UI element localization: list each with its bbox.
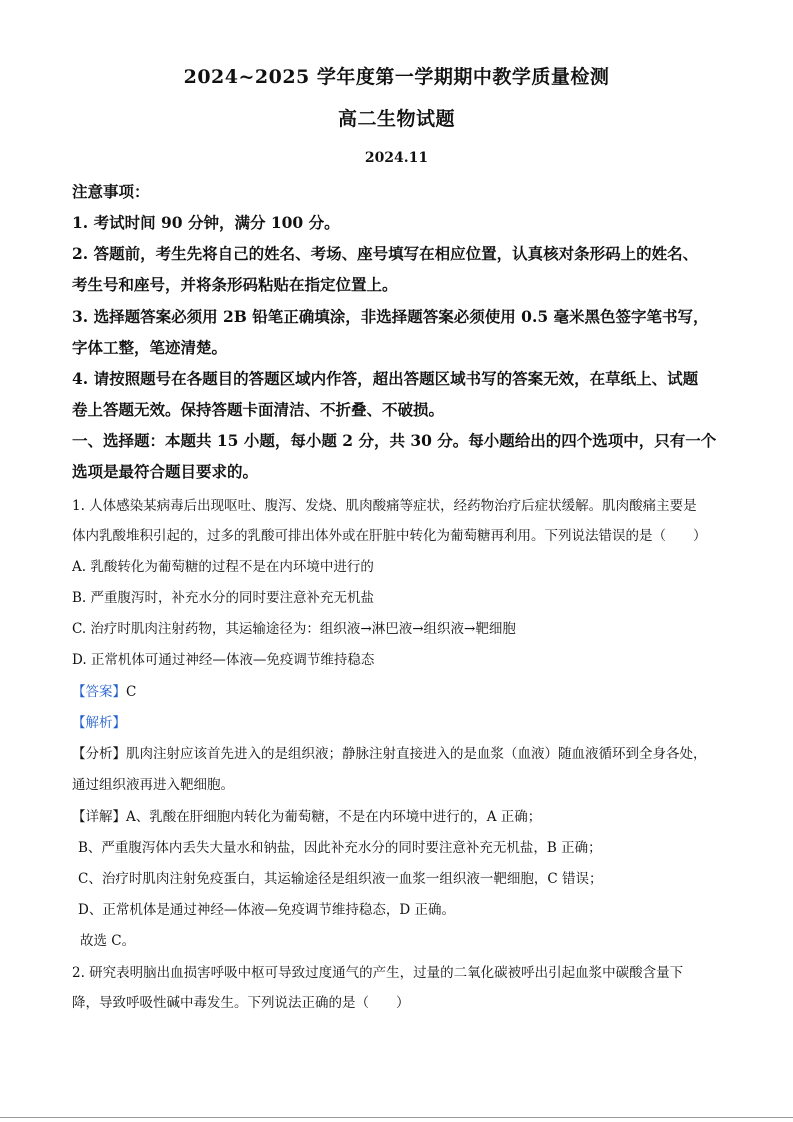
answer-value: C xyxy=(126,684,137,700)
q1-option-d: D. 正常机体可通过神经—体液—免疫调节维持稳态 xyxy=(72,652,375,668)
exam-date: 2024.11 xyxy=(364,150,429,166)
q1-option-b: B. 严重腹泻时，补充水分的同时要注意补充无机盐 xyxy=(72,590,375,606)
answer-label: 【答案】 xyxy=(72,684,126,700)
notice-heading: 注意事项： xyxy=(72,182,150,201)
detail-a: A、乳酸在肝细胞内转化为葡萄糖，不是在内环境中进行的，A 正确； xyxy=(126,809,542,825)
notice-item: 2. 答题前，考生先将自己的姓名、考场、座号填写在相应位置，认真核对条形码上的姓名、 xyxy=(72,244,699,263)
exam-title: 2024~2025 学年度第一学期期中教学质量检测 xyxy=(183,66,610,88)
q1-fenxi-cont: 通过组织液再进入靶细胞。 xyxy=(72,777,234,793)
fenxi-text: 肌肉注射应该首先进入的是组织液；静脉注射直接进入的是血浆（血液）随血液循环到全身各处， xyxy=(126,746,707,762)
q1-answer xyxy=(72,680,722,700)
notice-item: 卷上答题无效。保持答题卡面清洁、不折叠、不破损。 xyxy=(72,400,445,419)
q1-detail xyxy=(72,805,722,825)
conclusion: 故选 C。 xyxy=(80,933,136,949)
detail-b: B、严重腹泻体内丢失大量水和钠盐，因此补充水分的同时要注意补充无机盐，B 正确； xyxy=(78,840,602,856)
q1-option-c: C. 治疗时肌肉注射药物，其运输途径为：组织液→淋巴液→组织液→靶细胞 xyxy=(72,621,516,637)
section-heading: 一、选择题：本题共 15 小题，每小题 2 分，共 30 分。每小题给出的四个选项中，只有一个 xyxy=(72,431,717,450)
footer-divider xyxy=(0,1117,793,1118)
section-heading-cont: 选项是最符合题目要求的。 xyxy=(72,462,259,481)
q1-fenxi xyxy=(72,742,722,762)
q1-option-a: A. 乳酸转化为葡萄糖的过程不是在内环境中进行的 xyxy=(72,559,374,575)
notice-item: 字体工整，笔迹清楚。 xyxy=(72,338,228,357)
notice-item: 4. 请按照题号在各题目的答题区域内作答，超出答题区域书写的答案无效，在草纸上、试题 xyxy=(72,369,699,388)
notice-item: 1. 考试时间 90 分钟，满分 100 分。 xyxy=(72,213,340,232)
detail-c: C、治疗时肌肉注射免疫蛋白，其运输途径是组织液一血浆一组织液一靶细胞，C 错误； xyxy=(78,871,603,887)
detail-label: 【详解】 xyxy=(72,809,126,825)
q2-stem: 2. 研究表明脑出血损害呼吸中枢可导致过度通气的产生，过量的二氧化碳被呼出引起血浆中碳酸含量下 xyxy=(72,965,684,981)
analysis-label: 【解析】 xyxy=(72,715,126,731)
notice-item: 3. 选择题答案必须用 2B 铅笔正确填涂，非选择题答案必须使用 0.5 毫米黑色签字笔书写， xyxy=(72,307,709,326)
q2-stem-cont: 降，导致呼吸性碱中毒发生。下列说法正确的是（ ） xyxy=(72,995,410,1011)
exam-subtitle: 高二生物试题 xyxy=(337,108,455,130)
q1-stem-cont: 体内乳酸堆积引起的，过多的乳酸可排出体外或在肝脏中转化为葡萄糖再利用。下列说法错误的是（ ） xyxy=(72,528,707,544)
fenxi-label: 【分析】 xyxy=(72,746,126,762)
notice-item: 考生号和座号，并将条形码粘贴在指定位置上。 xyxy=(72,275,398,294)
q1-stem: 1. 人体感染某病毒后出现呕吐、腹泻、发烧、肌肉酸痛等症状，经药物治疗后症状缓解。肌肉酸痛主要是 xyxy=(72,498,697,514)
detail-d: D、正常机体是通过神经—体液—免疫调节维持稳态，D 正确。 xyxy=(78,902,455,918)
